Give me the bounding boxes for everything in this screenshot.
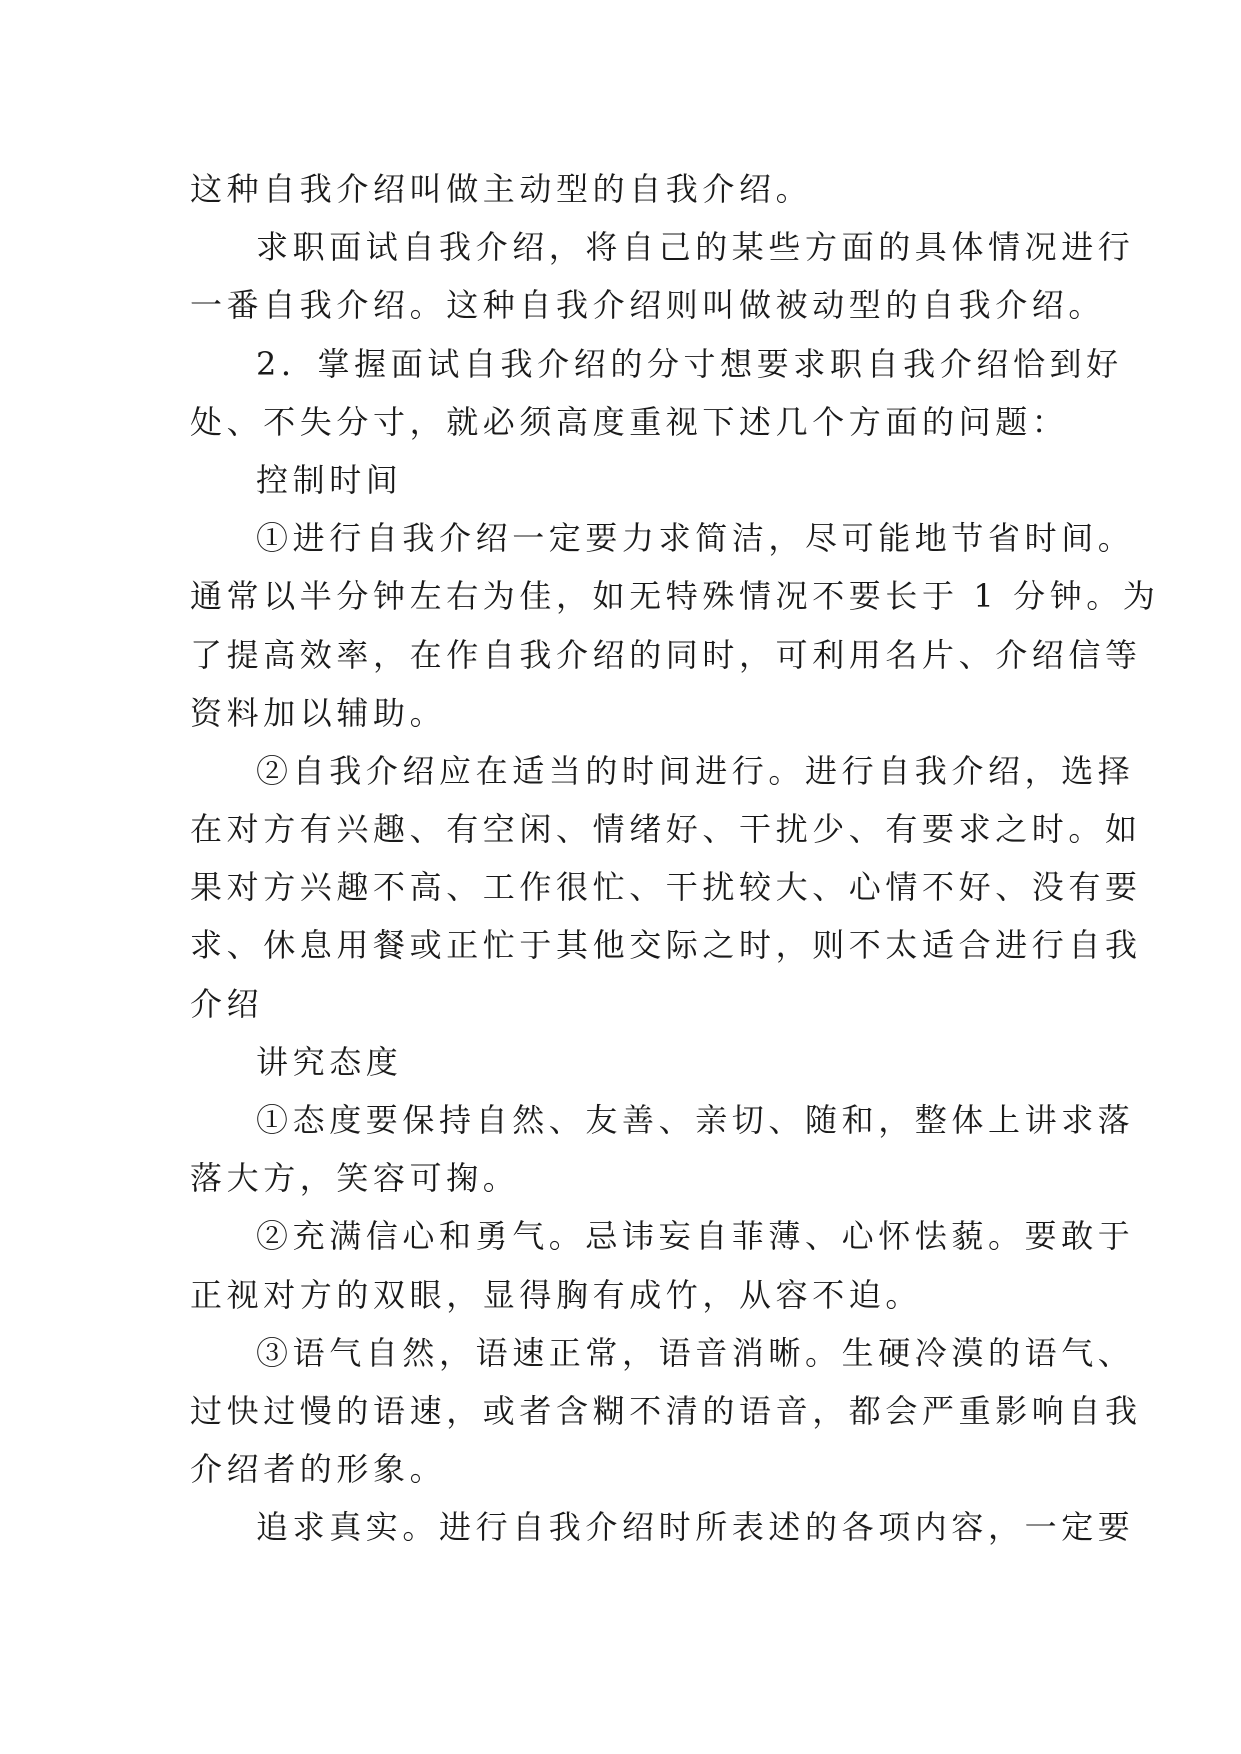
text-line: 落大方，笑容可掬。 bbox=[190, 1159, 520, 1198]
text-line: 资料加以辅助。 bbox=[190, 693, 447, 732]
text-line: ③语气自然，语速正常，语音消晰。生硬冷漠的语气、 bbox=[256, 1333, 1135, 1372]
text-line: ②充满信心和勇气。忌讳妄自菲薄、心怀怯藐。要敢于 bbox=[256, 1217, 1135, 1256]
section-heading: 讲究态度 bbox=[256, 1042, 403, 1081]
body-text bbox=[190, 160, 1160, 1557]
text-line: 求、休息用餐或正忙于其他交际之时，则不太适合进行自我 bbox=[190, 926, 1142, 965]
text-line: 了提高效率，在作自我介绍的同时，可利用名片、介绍信等 bbox=[190, 635, 1142, 674]
text-line: 这种自我介绍叫做主动型的自我介绍。 bbox=[190, 170, 813, 208]
text-line: ②自我介绍应在适当的时间进行。进行自我介绍，选择 bbox=[256, 751, 1135, 790]
text-line: 在对方有兴趣、有空闲、情绪好、干扰少、有要求之时。如 bbox=[190, 810, 1142, 849]
text-line: 介绍 bbox=[190, 984, 264, 1023]
text-line: 追求真实。进行自我介绍时所表述的各项内容，一定要 bbox=[256, 1508, 1135, 1547]
text-line: 通常以半分钟左右为佳，如无特殊情况不要长于 1 分钟。为 bbox=[190, 577, 1160, 616]
text-line: 果对方兴趣不高、工作很忙、干扰较大、心情不好、没有要 bbox=[190, 868, 1142, 907]
text-line: 求职面试自我介绍，将自己的某些方面的具体情况进行 bbox=[256, 228, 1135, 267]
text-line: 一番自我介绍。这种自我介绍则叫做被动型的自我介绍。 bbox=[190, 286, 1106, 325]
section-heading: 控制时间 bbox=[256, 460, 403, 499]
text-line: 正视对方的双眼，显得胸有成竹，从容不迫。 bbox=[190, 1275, 923, 1314]
text-line: 介绍者的形象。 bbox=[190, 1450, 447, 1489]
text-line: 2．掌握面试自我介绍的分寸想要求职自我介绍恰到好 bbox=[256, 344, 1123, 383]
text-line: ①进行自我介绍一定要力求简洁，尽可能地节省时间。 bbox=[256, 519, 1135, 558]
text-line: 处、不失分寸，就必须高度重视下述几个方面的问题： bbox=[190, 402, 1069, 441]
text-line: ①态度要保持自然、友善、亲切、随和，整体上讲求落 bbox=[256, 1101, 1135, 1139]
text-line: 过快过慢的语速，或者含糊不清的语音，都会严重影响自我 bbox=[190, 1391, 1142, 1430]
